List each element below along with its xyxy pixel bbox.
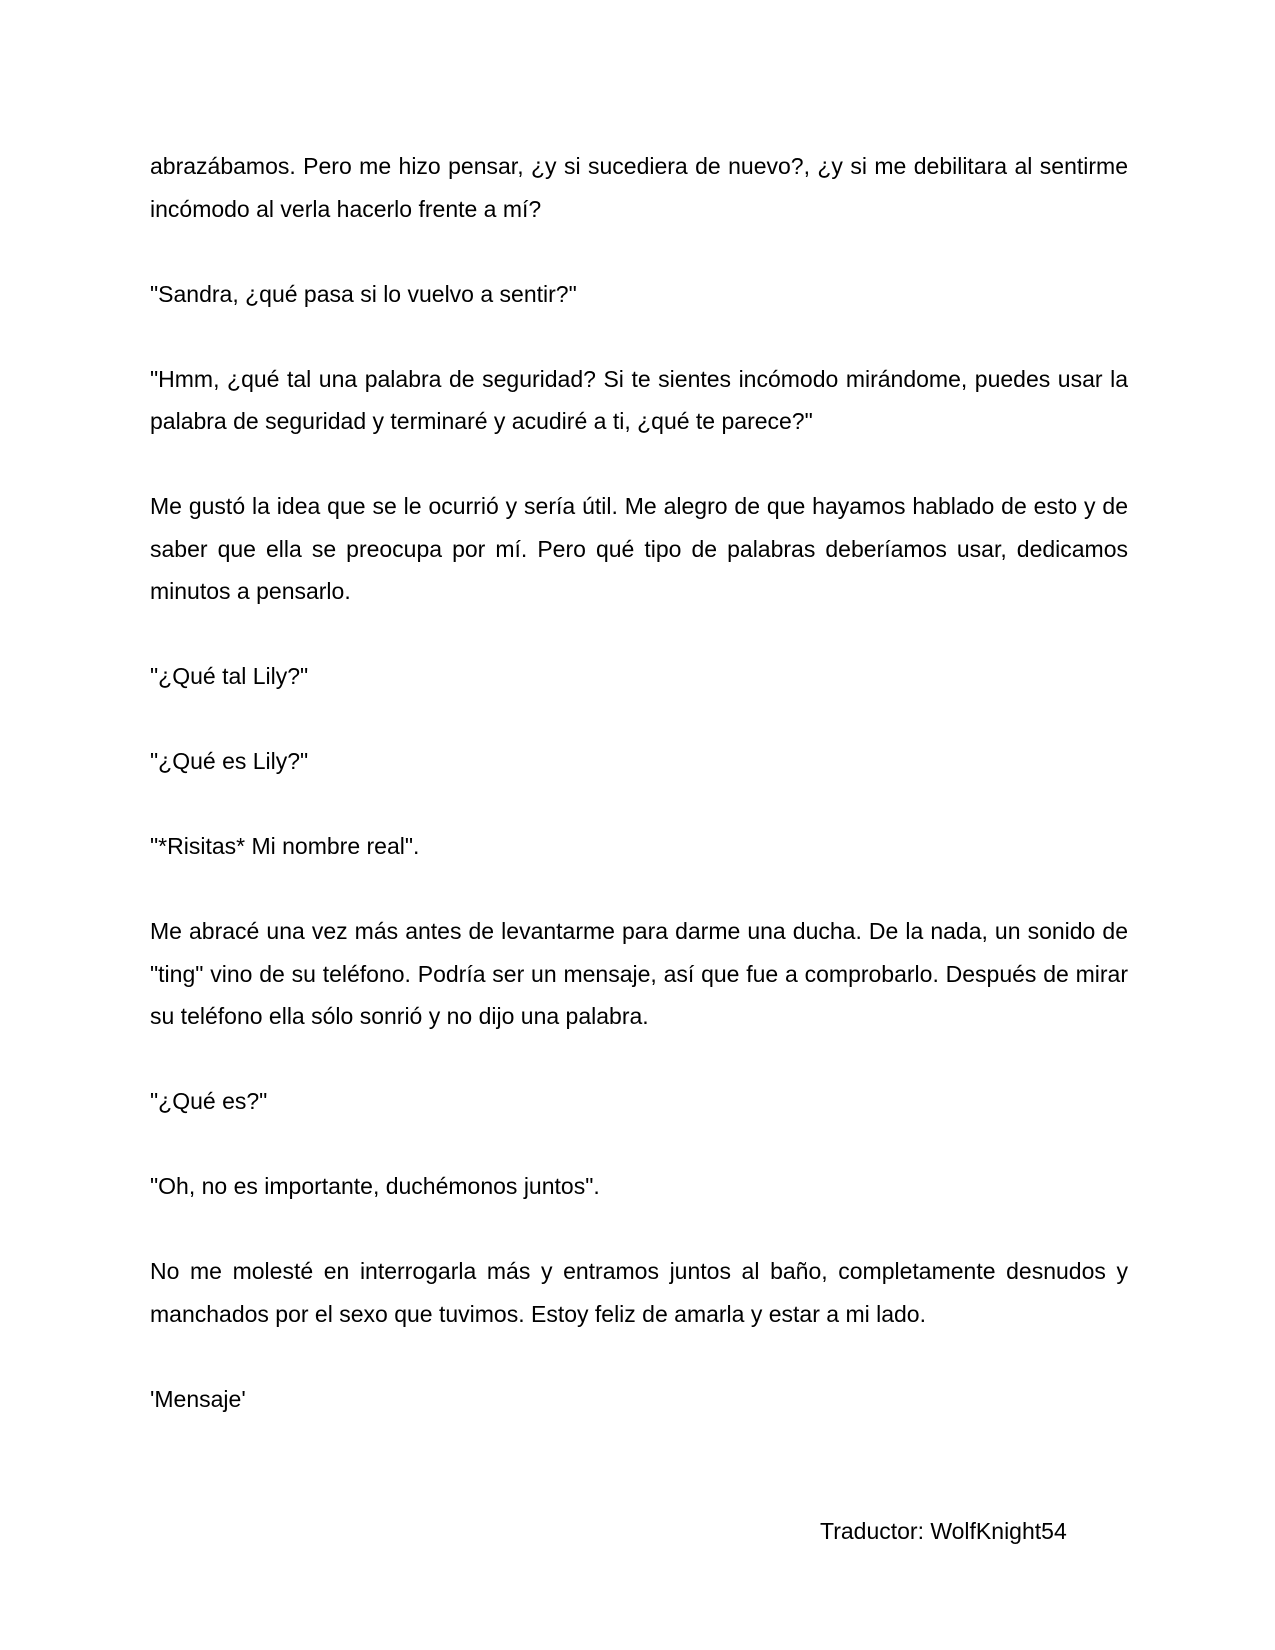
dialogue-line: "Hmm, ¿qué tal una palabra de seguridad? Si te sientes incómodo mirándome, puedes usar la palabra de seguridad y terminaré y acudiré a ti, ¿qué te parece?"	[150, 365, 1128, 434]
translator-credit: Traductor: WolfKnight54	[820, 1518, 1067, 1544]
paragraph: Me gustó la idea que se le ocurrió y sería útil. Me alegro de que hayamos hablado de esto y de saber que ella se preocupa por mí. Pero qué tipo de palabras deberíamos usar, dedicamos minutos a pensarlo.	[150, 493, 1128, 604]
dialogue-line: "¿Qué tal Lily?"	[150, 663, 309, 689]
dialogue-line: "Oh, no es importante, duchémonos juntos".	[150, 1173, 600, 1199]
paragraph: Me abracé una vez más antes de levantarme para darme una ducha. De la nada, un sonido de "ting" vino de su teléfono. Podría ser un mensaje, así que fue a comprobarlo. Después de mirar su teléfono ella sólo sonrió y no dijo una palabra.	[150, 918, 1128, 1029]
paragraph: abrazábamos. Pero me hizo pensar, ¿y si sucediera de nuevo?, ¿y si me debilitara al sentirme incómodo al verla hacerlo frente a mí?	[150, 153, 1128, 222]
dialogue-line: "Sandra, ¿qué pasa si lo vuelvo a sentir?"	[150, 280, 577, 307]
document-body	[150, 145, 1128, 1463]
dialogue-line: "*Risitas* Mi nombre real".	[150, 833, 420, 859]
dialogue-line: "¿Qué es?"	[150, 1088, 268, 1114]
paragraph: No me molesté en interrogarla más y entramos juntos al baño, completamente desnudos y manchados por el sexo que tuvimos. Estoy feliz de amarla y estar a mi lado.	[150, 1258, 1128, 1327]
dialogue-line: "¿Qué es Lily?"	[150, 748, 309, 774]
chapter-end-label: 'Mensaje'	[150, 1385, 246, 1412]
